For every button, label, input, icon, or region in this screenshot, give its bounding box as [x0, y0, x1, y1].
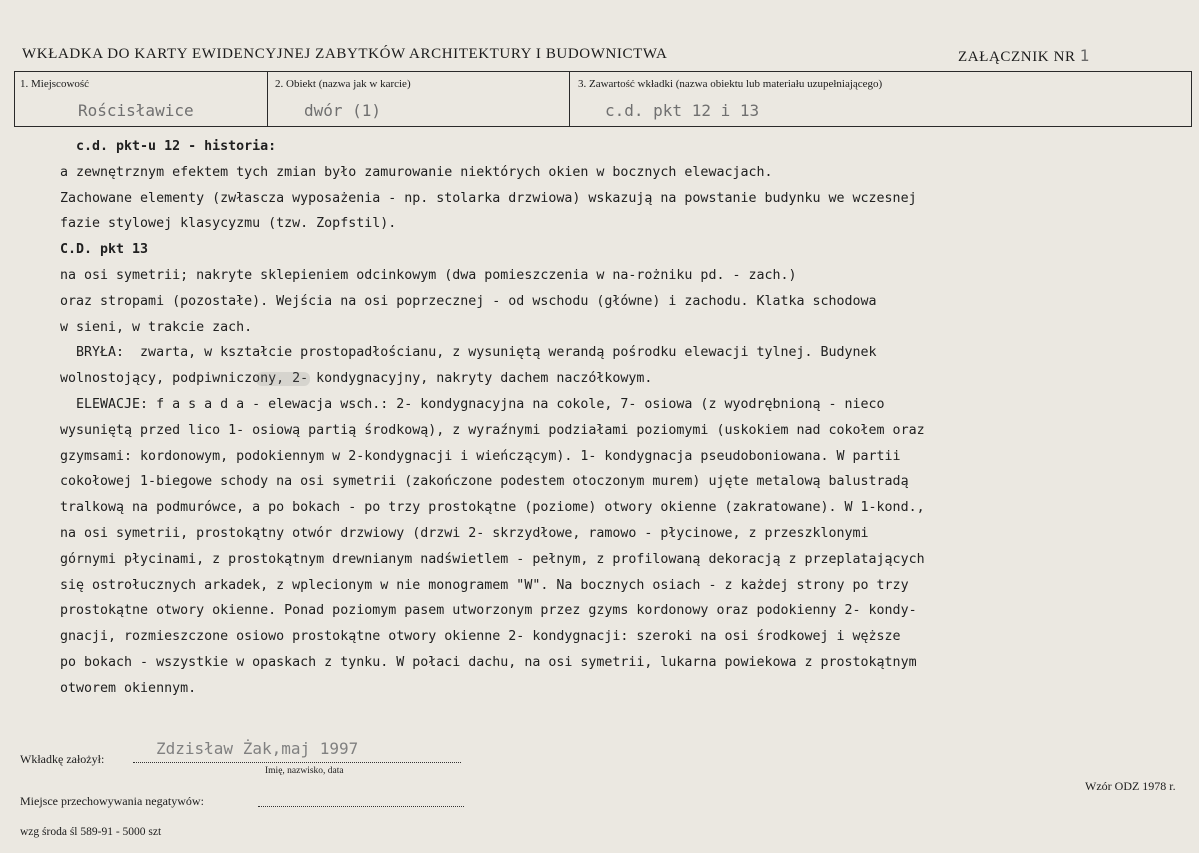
text-line: c.d. pkt-u 12 - historia: [60, 139, 277, 154]
field-label-object: 2. Obiekt (nazwa jak w karcie) [275, 78, 411, 90]
field-value-contents: c.d. pkt 12 i 13 [605, 101, 760, 120]
text-line: na osi symetrii; nakryte sklepieniem odcinkowym (dwa pomieszczenia w na-rożniku pd. - zach.) [60, 267, 797, 283]
author-value: Zdzisław Żak,maj 1997 [156, 739, 359, 758]
text-line: otworem okiennym. [60, 680, 197, 696]
field-label-locality: 1. Miejscowość [20, 78, 90, 90]
cell-divider-2 [569, 71, 570, 127]
text-line: fazie stylowej klasycyzmu (tzw. Zopfstil). [60, 216, 397, 232]
author-caption: Imię, nazwisko, data [265, 766, 344, 776]
attachment-label: ZAŁĄCZNIK NR [958, 49, 1076, 65]
text-line: tralkową na podmurówce, a po bokach - po trzy prostokątne (poziome) otwory okienne (zakratowane). W 1-kond., [60, 500, 925, 516]
ink-smudge [256, 372, 310, 386]
cell-border-right [1191, 71, 1192, 127]
text-line: gnacji, rozmieszczone osiowo prostokątne otwory okienne 2- kondygnacji: szeroki na osi środkowej i węższe [60, 629, 901, 645]
form-template-version: Wzór ODZ 1978 r. [1085, 779, 1176, 793]
attachment-number-label [958, 46, 1090, 66]
text-line: wolnostojący, podpiwniczony, 2- kondygnacyjny, nakryty dachem naczółkowym. [60, 371, 653, 387]
text-line: się ostrołucznych arkadek, z wplecionym w nie monogramem "W". Na bocznych osiach - z każdej strony po trzy [60, 577, 909, 593]
text-line: w sieni, w trakcie zach. [60, 319, 253, 335]
negatives-dotted-line [258, 806, 464, 807]
print-info: wzg środa śl 589-91 - 5000 szt [20, 826, 162, 838]
text-line: ELEWACJE: f a s a d a - elewacja wsch.: 2- kondygnacyjna na cokole, 7- osiowa (z wyodrębnioną - nieco [60, 396, 885, 412]
text-line: wysuniętą przed lico 1- osiową partią środkową), z wyraźnymi podziałami poziomymi (uskokiem nad cokołem oraz [60, 422, 925, 438]
text-line: prostokątne otwory okienne. Ponad poziomym pasem utworzonym przez gzyms kordonowy oraz podokienny 2- kondy- [60, 603, 917, 619]
cell-divider-1 [267, 71, 268, 127]
field-value-object: dwór (1) [304, 101, 382, 120]
text-line: na osi symetrii, prostokątny otwór drzwiowy (drzwi 2- skrzydłowe, ramowo - płycinowe, z przeszklonymi [60, 525, 869, 541]
negatives-location-label: Miejsce przechowywania negatywów: [20, 794, 204, 808]
text-line: BRYŁA: zwarta, w kształcie prostopadłościanu, z wysuniętą werandą pośrodku elewacji tylnej. Budynek [60, 345, 877, 361]
field-value-locality: Rościsławice [78, 101, 194, 120]
author-dotted-line [133, 762, 461, 763]
text-line: po bokach - wszystkie w opaskach z tynku. W połaci dachu, na osi symetrii, lukarna powiekowa z prostokątnym [60, 654, 917, 670]
text-line: C.D. pkt 13 [60, 242, 149, 258]
text-line: cokołowej 1-biegowe schody na osi symetrii (zakończone podestem otoczonym murem) ujęte metalową balustradą [60, 474, 909, 490]
text-line: górnymi płycinami, z prostokątnym drewnianym nadświetlem - pełnym, z profilowaną dekoracją z przeplatających [60, 551, 925, 567]
cell-border-left [14, 71, 15, 127]
form-title: WKŁADKA DO KARTY EWIDENCYJNEJ ZABYTKÓW ARCHITEKTURY I BUDOWNICTWA [22, 46, 668, 62]
author-label: Wkładkę założył: [20, 752, 105, 766]
header-rule-bottom [14, 126, 1192, 127]
field-label-contents: 3. Zawartość wkładki (nazwa obiektu lub materiału uzupełniającego) [578, 78, 883, 90]
text-line: oraz stropami (pozostałe). Wejścia na osi poprzecznej - od wschodu (główne) i zachodu. Klatka schodowa [60, 293, 877, 309]
typed-description [60, 134, 1180, 702]
text-line: a zewnętrznym efektem tych zmian było zamurowanie niektórych okien w bocznych elewacjach. [60, 164, 773, 180]
text-line: Zachowane elementy (zwłascza wyposażenia - np. stolarka drzwiowa) wskazują na powstanie budynku we wczesnej [60, 190, 917, 206]
attachment-number: 1 [1079, 46, 1090, 65]
header-rule-top [14, 71, 1192, 72]
text-line: gzymsami: kordonowym, podokiennym w 2-kondygnacji i wieńczącym). 1- kondygnacja pseudoboniowana. W partii [60, 448, 901, 464]
